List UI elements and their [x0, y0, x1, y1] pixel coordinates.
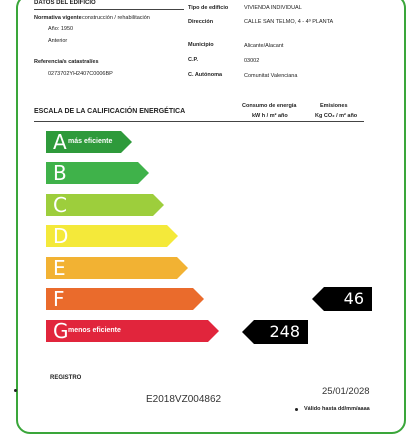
registro-value: E2018VZ004862 — [146, 394, 222, 405]
emisiones-indicator — [312, 287, 372, 311]
rating-letter: F — [53, 287, 65, 311]
tipo-label: Tipo de edificio — [188, 5, 229, 11]
rating-bar-g — [46, 320, 219, 342]
section-title-building: DATOS DEL EDIFICIO — [34, 0, 96, 6]
ref-catastral-value: 0273702YH2407C0006BP — [48, 71, 113, 77]
divider — [34, 121, 364, 122]
rating-label: más eficiente — [68, 138, 113, 145]
valid-label: Válido hasta dd/mm/aaaa — [304, 406, 370, 412]
tipo-value: VIVIENDA INDIVIDUAL — [244, 5, 302, 11]
rating-letter: D — [53, 224, 69, 248]
consumo-value: 248 — [269, 322, 300, 341]
corner-dot — [295, 408, 298, 411]
direccion-label: Dirección — [188, 19, 214, 25]
cp-label: C.P. — [188, 57, 198, 63]
corner-dot — [14, 389, 17, 392]
certificate-frame — [16, 0, 406, 434]
emisiones-units: Kg CO₂ / m² año — [315, 113, 358, 119]
rating-bar-e — [46, 257, 188, 279]
consumo-header: Consumo de energía — [242, 103, 297, 109]
valid-date: 25/01/2028 — [322, 386, 370, 397]
scale-title: ESCALA DE LA CALIFICACIÓN ENERGÉTICA — [34, 108, 186, 115]
cp-value: 03002 — [244, 58, 260, 64]
municipio-label: Municipio — [188, 42, 214, 48]
rating-bar-a — [46, 131, 132, 153]
bar-polygon — [46, 288, 204, 310]
rating-label: menos eficiente — [68, 327, 121, 334]
ref-catastral-label: Referencia/s catastral/es — [34, 59, 99, 65]
municipio-value: Alicante/Alacant — [244, 43, 284, 49]
direccion-value: CALLE SAN TELMO, 4 - 4º PLANTA — [244, 19, 334, 25]
rating-bar-d — [46, 225, 178, 247]
rating-letter: A — [53, 130, 67, 154]
comunidad-value: Comunitat Valenciana — [244, 73, 298, 79]
year-value: Año: 1950 — [48, 26, 74, 32]
anterior-label: Anterior — [48, 38, 68, 44]
rating-letter: G — [53, 319, 69, 343]
comunidad-label: C. Autónoma — [188, 72, 223, 78]
bar-shape — [46, 257, 188, 279]
normativa-value: construcción / rehabilitación — [82, 15, 150, 21]
rating-bar-c — [46, 194, 164, 216]
rating-letter: E — [53, 256, 66, 280]
emisiones-header: Emisiones — [320, 103, 348, 109]
divider — [34, 9, 184, 10]
rating-letter: C — [53, 193, 67, 217]
bar-polygon — [46, 257, 188, 279]
rating-bar-b — [46, 162, 149, 184]
rating-bar-f — [46, 288, 204, 310]
registro-label: REGISTRO — [50, 375, 82, 381]
emisiones-value: 46 — [343, 289, 364, 308]
bar-shape — [46, 288, 204, 310]
consumo-units: kW h / m² año — [252, 113, 288, 119]
consumo-indicator — [242, 320, 308, 344]
rating-letter: B — [53, 161, 67, 185]
normativa-label: Normativa vigente — [34, 15, 82, 21]
